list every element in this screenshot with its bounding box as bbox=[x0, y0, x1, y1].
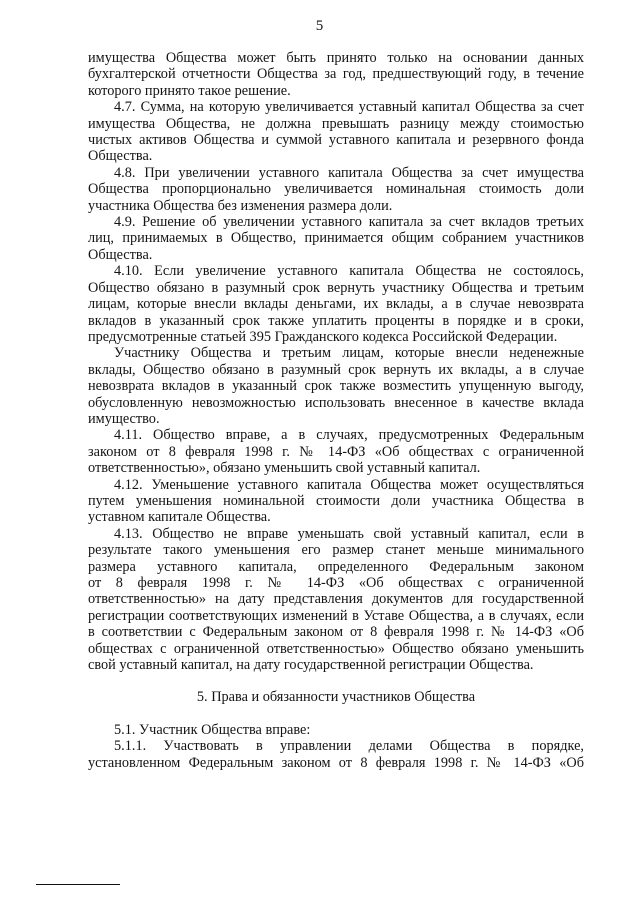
text-line: невозврата вкладов в указанный срок также возместить упущенную выгоду, bbox=[88, 378, 584, 395]
page-number: 5 bbox=[315, 18, 324, 34]
text-line: законом от 8 февраля 1998 г. № 14-ФЗ «Об обществах с ограниченной bbox=[88, 443, 584, 460]
text-line: от 8 февраля 1998 г. № 14-ФЗ «Об обществах с ограниченной bbox=[88, 575, 584, 591]
text-line: в соответствии с Федеральным законом от 8 февраля 1998 г. № 14-ФЗ «Об bbox=[88, 624, 584, 641]
text-line: лиц, принимаемых в Общество, принимается общим собранием участников bbox=[88, 230, 584, 247]
paragraph-4-11 bbox=[88, 427, 584, 476]
text-line: обусловленную невозможностью использовать внесенное в качестве вклада bbox=[88, 394, 584, 411]
section-heading: 5. Права и обязанности участников Общества bbox=[196, 689, 476, 706]
text-line: результате такого уменьшения его размер станет меньше минимального bbox=[88, 542, 584, 559]
text-line: Общества пропорционально увеличивается номинальная стоимость доли bbox=[88, 181, 584, 198]
paragraph-4-9 bbox=[88, 214, 584, 263]
text-line: Общества. bbox=[88, 148, 153, 165]
text-line: имущество. bbox=[88, 410, 160, 427]
document-body bbox=[88, 50, 584, 771]
text-line: путем уменьшения номинальной стоимости доли участника Общества в bbox=[88, 492, 584, 509]
paragraph-4-13 bbox=[88, 526, 584, 674]
text-line: вклады, Общество обязано в разумный срок вернуть их вклады, а в случае bbox=[88, 361, 584, 378]
text-line: участника Общества без изменения размера доли. bbox=[88, 197, 393, 214]
text-line: имущества Общества может быть принято только на основании данных bbox=[88, 50, 584, 66]
text-line: 4.13. Общество не вправе уменьшать свой уставный капитал, если в bbox=[114, 525, 584, 542]
text-line: Участнику Общества и третьим лицам, которые внесли неденежные bbox=[114, 345, 584, 362]
text-line: размера уставного капитала, определенного Федеральным законом bbox=[88, 558, 584, 575]
text-line: вкладов в указанный срок также уплатить проценты в порядке и в сроки, bbox=[88, 312, 584, 329]
text-line: 4.9. Решение об увеличении уставного капитала за счет вкладов третьих bbox=[114, 214, 584, 231]
text-line: 4.8. При увеличении уставного капитала Общества за счет имущества bbox=[114, 164, 584, 181]
text-line: Общество обязано в разумный срок вернуть участнику Общества и третьим bbox=[88, 279, 584, 296]
text-line: лицам, которые внесли вклады деньгами, их вклады, а в случае невозврата bbox=[88, 296, 584, 313]
paragraph-4-12 bbox=[88, 477, 584, 526]
text-line: ответственностью» на дату представления документов для государственной bbox=[88, 591, 584, 608]
paragraph-share-valuation-basis bbox=[88, 50, 584, 99]
text-line: 4.11. Общество вправе, а в случаях, предусмотренных Федеральным bbox=[114, 427, 584, 444]
text-line: 4.7. Сумма, на которую увеличивается уставный капитал Общества за счет bbox=[114, 99, 584, 116]
text-line: 4.12. Уменьшение уставного капитала Общества может осуществляться bbox=[114, 476, 584, 493]
paragraph-4-7 bbox=[88, 99, 584, 165]
text-line: бухгалтерской отчетности Общества за год, предшествующий году, в течение bbox=[88, 66, 584, 83]
text-line: чистых активов Общества и суммой уставного капитала и резервного фонда bbox=[88, 132, 584, 149]
text-line: установленном Федеральным законом от 8 февраля 1998 г. № 14-ФЗ «Об bbox=[88, 754, 584, 771]
text-line: 5.1.1. Участвовать в управлении делами Общества в порядке, bbox=[114, 738, 584, 755]
paragraph-non-monetary-contributions bbox=[88, 345, 584, 427]
text-line: регистрации соответствующих изменений в Уставе Общества, а в случаях, если bbox=[88, 607, 584, 624]
text-line: имущества Общества, не должна превышать разницу между стоимостью bbox=[88, 115, 584, 132]
paragraph-5-1-1 bbox=[88, 738, 584, 771]
footnote-separator bbox=[36, 884, 120, 885]
paragraph-4-8 bbox=[88, 165, 584, 214]
text-line: 4.10. Если увеличение уставного капитала Общества не состоялось, bbox=[114, 263, 584, 280]
text-line: свой уставный капитал, на дату государственной регистрации Общества. bbox=[88, 657, 534, 674]
text-line: предусмотренные статьей 395 Гражданского кодекса Российской Федерации. bbox=[88, 328, 558, 345]
text-line: обществах с ограниченной ответственностью» Общество обязано уменьшить bbox=[88, 640, 584, 657]
text-line: уставном капитале Общества. bbox=[88, 509, 271, 526]
text-line: которого принято такое решение. bbox=[88, 82, 291, 99]
text-line: Общества. bbox=[88, 246, 153, 263]
text-line: 5.1. Участник Общества вправе: bbox=[114, 721, 311, 738]
paragraph-5-1 bbox=[88, 722, 584, 738]
text-line: ответственностью», обязано уменьшить свой уставный капитал. bbox=[88, 460, 481, 477]
paragraph-4-10 bbox=[88, 263, 584, 345]
